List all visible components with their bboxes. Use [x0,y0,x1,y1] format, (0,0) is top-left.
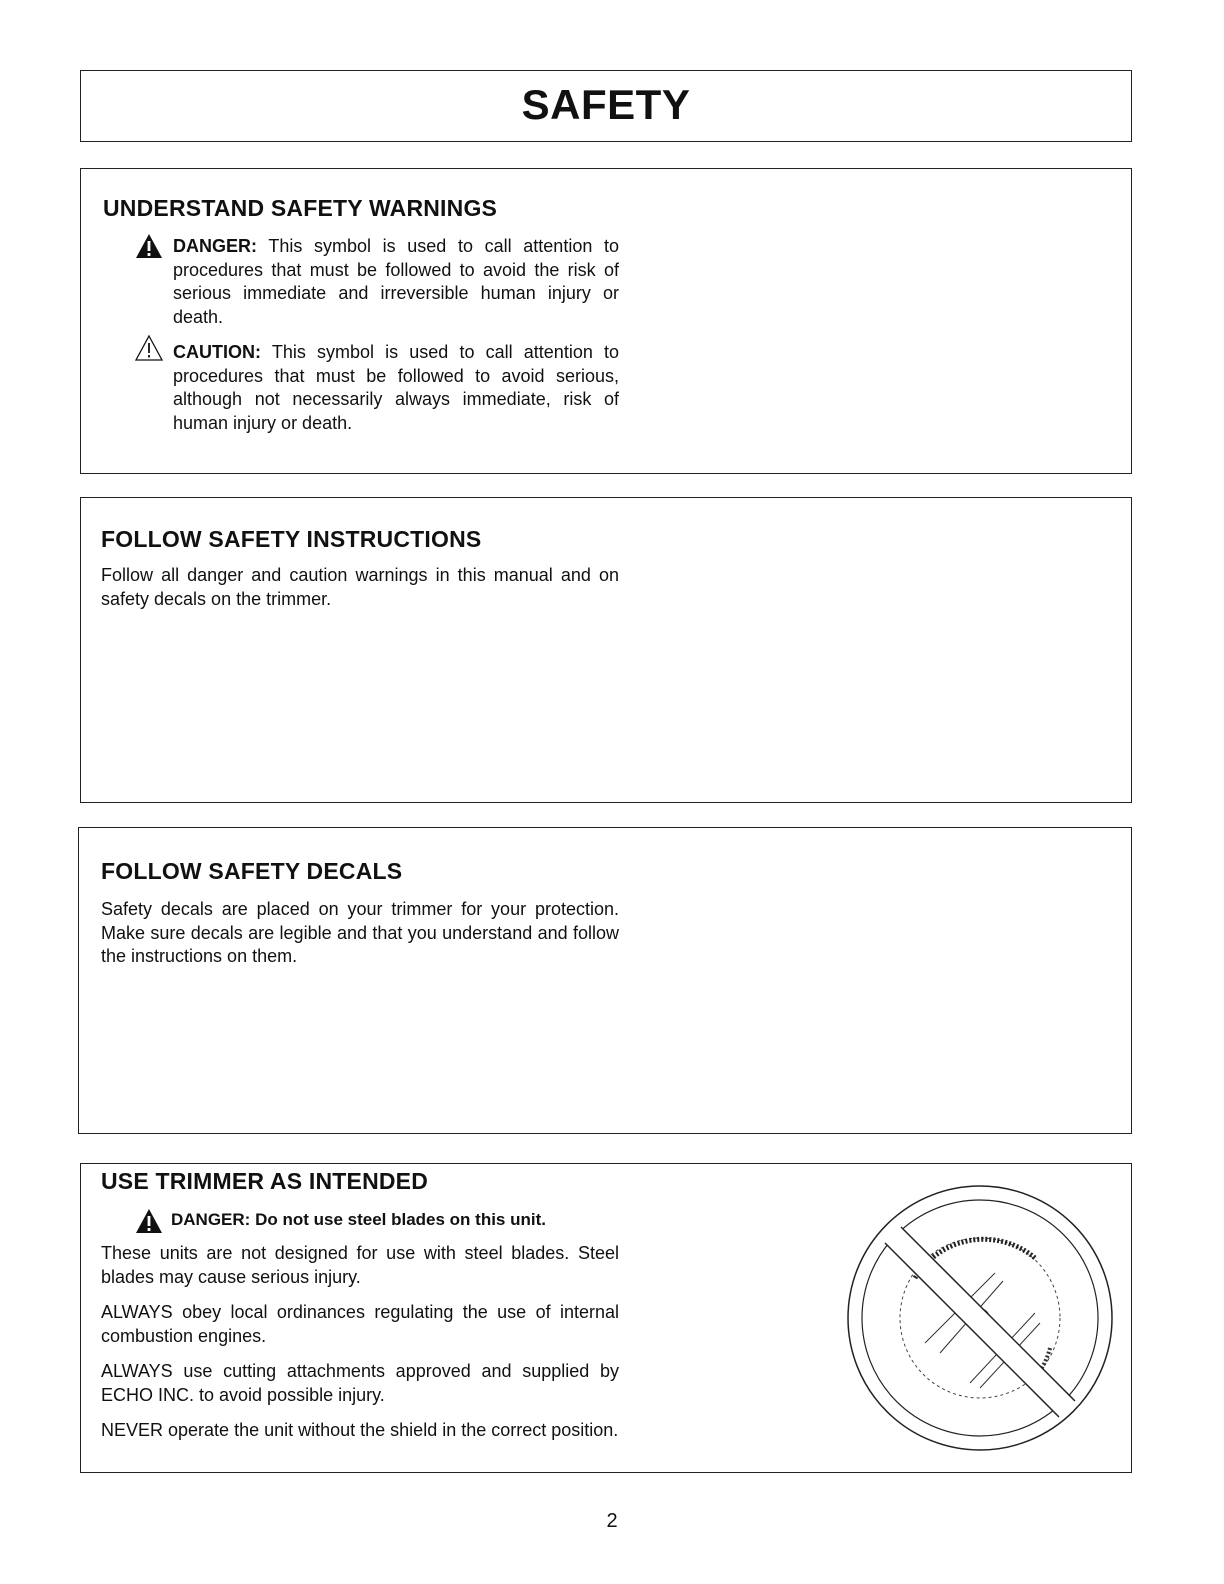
paragraph: ALWAYS obey local ordinances regulating the use of internal combustion engines. [101,1302,619,1346]
paragraph: NEVER operate the unit without the shield in the correct position. [101,1420,619,1440]
section-text: Safety decals are placed on your trimmer for your protection. Make sure decals are legible and that you understand and follow the instructions on them. [101,899,619,966]
danger-text: This symbol is used to call attention to procedures that must be followed to avoid the risk of serious immediate and irreversible human injury or death. [173,236,619,327]
danger-warning [173,235,619,329]
caution-warning [173,341,619,435]
page-number: 2 [606,1510,618,1532]
paragraph: ALWAYS use cutting attachments approved and supplied by ECHO INC. to avoid possible injury. [101,1361,619,1405]
paragraph: These units are not designed for use with steel blades. Steel blades may cause serious injury. [101,1243,619,1287]
danger-label: DANGER: [173,236,257,256]
section-understand-safety-warnings [80,168,1132,474]
danger-label: DANGER: [171,1210,251,1229]
danger-text: Do not use steel blades on this unit. [250,1210,546,1229]
section-heading: UNDERSTAND SAFETY WARNINGS [103,195,498,221]
section-heading: FOLLOW SAFETY DECALS [101,858,403,884]
caution-label: CAUTION: [173,342,261,362]
page-title: SAFETY [521,81,691,128]
caution-triangle-icon [135,333,163,363]
danger-warning [171,1210,546,1230]
section-follow-safety-decals [78,827,1132,1134]
title-box [80,70,1132,142]
section-heading: USE TRIMMER AS INTENDED [101,1168,429,1194]
section-heading: FOLLOW SAFETY INSTRUCTIONS [101,526,482,552]
caution-text: This symbol is used to call attention to procedures that must be followed to avoid serious, although not necessarily always immediate, risk of human injury or death. [173,342,619,433]
no-steel-blade-icon [845,1183,1115,1453]
danger-triangle-icon [135,1208,163,1234]
section-follow-safety-instructions [80,497,1132,803]
section-text: Follow all danger and caution warnings in this manual and on safety decals on the trimmer. [101,565,619,609]
danger-triangle-icon [135,233,163,259]
